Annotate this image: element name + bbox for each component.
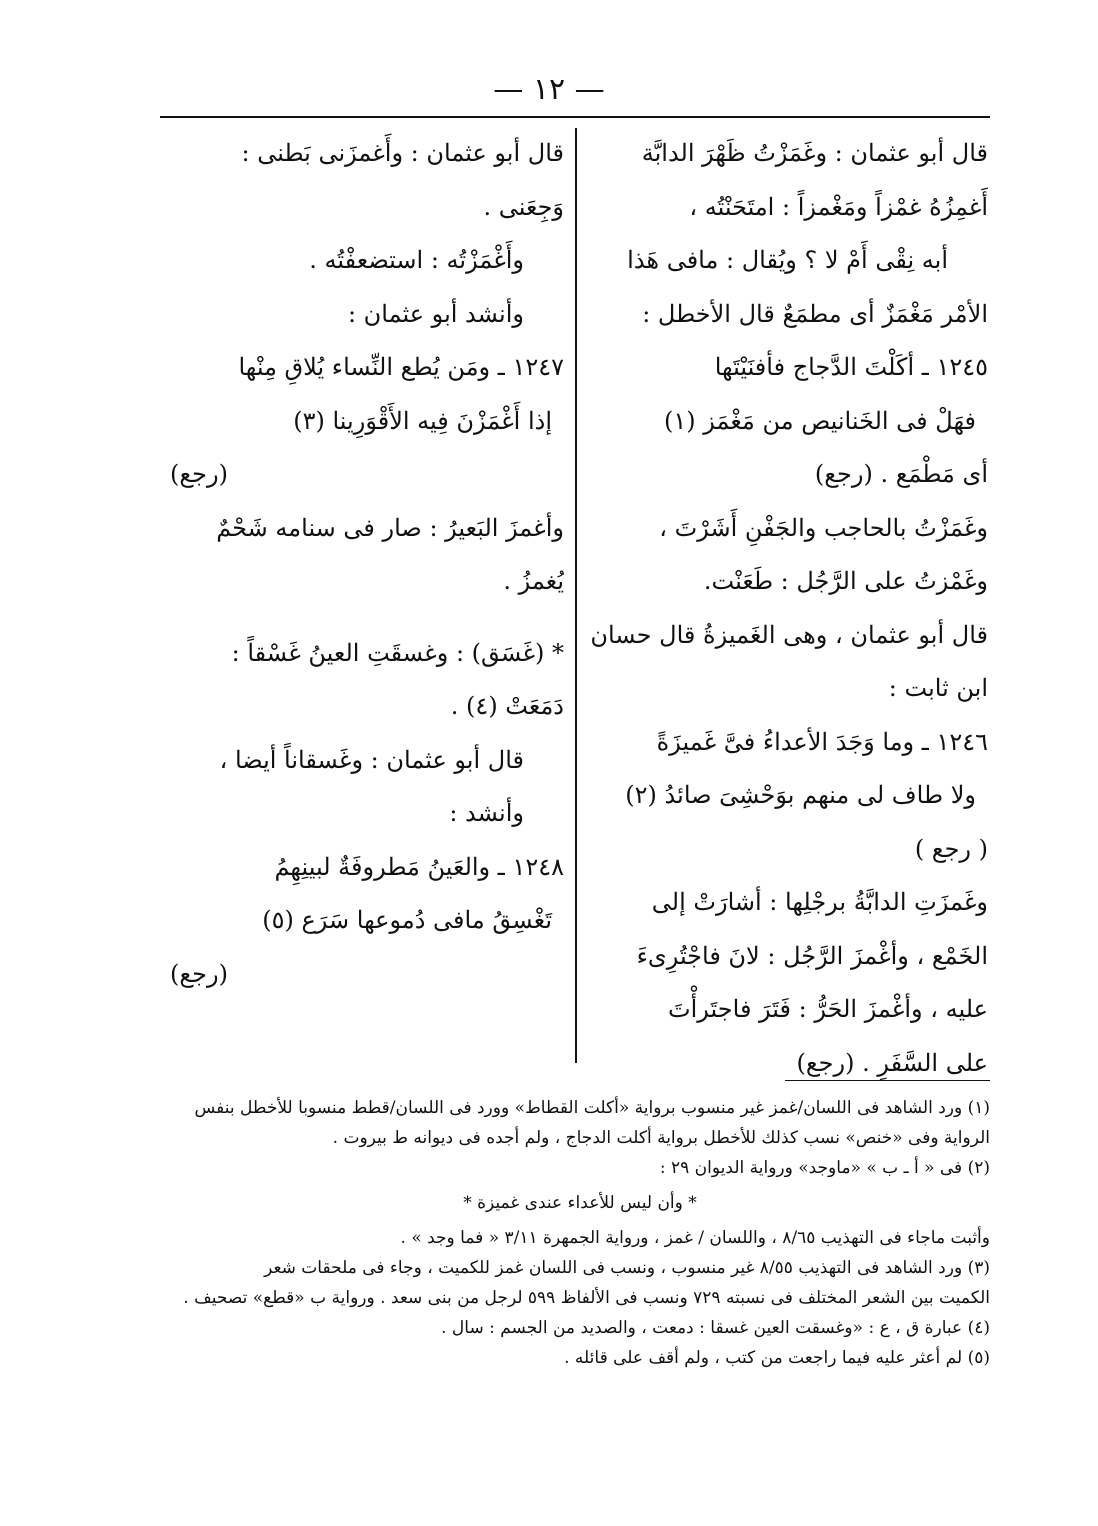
left-column xyxy=(160,127,564,1001)
text-line: وأَغْمَزْتُه : استضعفْتُه . xyxy=(309,246,524,274)
text-line: وغَمزَتِ الدابَّةُ برجْلِها : أشارَتْ إلى xyxy=(651,888,988,916)
text-line: أى مَطْمَع . (رجع) xyxy=(814,460,988,488)
footnote-line: الكميت بين الشعر المختلف فى نسبته ٧٢٩ ونسب فى الألفاظ ٥٩٩ لرجل من بنى سعد . ورواية ب «قطع» تصحيف . xyxy=(183,1288,990,1308)
footnote-line: (٤) عبارة ق ، ع : «وغسقت العين غسقا : دمعت ، والصديد من الجسم : سال . xyxy=(441,1318,990,1338)
text-line: أبه نِقْى أَمْ لا ؟ ويُقال : مافى هَذا xyxy=(627,246,948,274)
text-line: الخَمْع ، وأغْمزَ الرَّجُل : لانَ فاجْتُرِىءَ xyxy=(636,941,988,970)
text-line: قال أبو عثمان : وغَمَزْتُ ظَهْرَ الدابَّة xyxy=(641,139,988,167)
text-line: دَمَعَتْ (٤) . xyxy=(450,692,564,720)
return-marker: (رجع) xyxy=(170,959,228,988)
text-line: الأمْر مَغْمَزٌ أى مطمَعٌ قال الأخطل : xyxy=(642,299,988,328)
text-line: وغَمْزتُ على الرَّجُل : طَعَنْت. xyxy=(703,567,988,595)
verse-line: ١٢٤٥ ـ أكَلْتَ الدَّجاج فأفنَيْتَها xyxy=(714,353,988,381)
text-line: وغَمَزْتُ بالحاجب والجَفْنِ أَشَرْتَ ، xyxy=(659,513,988,542)
footnote-line: (١) ورد الشاهد فى اللسان/غمز غير منسوب برواية «أكلت القطاط» وورد فى اللسان/قطط منسوبا للأخطل بنفس xyxy=(194,1098,990,1118)
text-line: وَجِعَنى . xyxy=(483,192,564,221)
text-line: وأغمزَ البَعيرُ : صار فى سنامه شَحْمٌ xyxy=(216,513,564,542)
footnote-line: (٣) ورد الشاهد فى التهذيب ٨/٥٥ غير منسوب ، ونسب فى اللسان غمز للكميت ، وجاء فى ملحقات شعر xyxy=(264,1258,990,1278)
verse-line: فهَلْ فى الخَنانيص من مَغْمَز (١) xyxy=(664,406,976,435)
footnote-verse: * وأن ليس للأعداء عندى غميزة * xyxy=(463,1193,697,1213)
header-rule xyxy=(160,116,990,118)
text-line: أَغمِزُهُ غمْزاً ومَغْمزاً : امتَحَنْتُه ، xyxy=(689,192,988,221)
text-line: قال أبو عثمان : وغَسقاناً أيضا ، xyxy=(219,745,524,774)
verse-line: ١٢٤٨ ـ والعَينُ مَطروفَةٌ لبينِهِمُ xyxy=(274,852,564,881)
text-line: عليه ، وأغْمزَ الحَرُّ : فَتَرَ فاجتَرأْتَ xyxy=(668,995,988,1023)
footnote-line: (٥) لم أعثر عليه فيما راجعت من كتب ، ولم أقف على قائله . xyxy=(564,1348,990,1368)
footnote-line: الرواية وفى «خنص» نسب كذلك للأخطل برواية أكلت الدجاج ، ولم أجده فى ديوانه ط بيروت . xyxy=(332,1128,990,1148)
footnote-line: (٢) فى « أ ـ ب » «ماوجد» ورواية الديوان ٢٩ : xyxy=(659,1158,990,1178)
verse-line: ١٢٤٦ ـ وما وَجَدَ الأعداءُ فىَّ غَميزَةً xyxy=(656,727,988,756)
text-line: على السَّفَرِ . (رجع) xyxy=(796,1048,988,1077)
verse-line: ولا طاف لى منهم بوَحْشِىَ صائدُ (٢) xyxy=(625,781,976,809)
right-column xyxy=(588,127,988,1090)
text-line: يُغمزُ . xyxy=(503,567,564,595)
footnotes xyxy=(170,1093,990,1373)
text-line: ابن ثابت : xyxy=(888,674,988,702)
return-marker: (رجع) xyxy=(170,460,228,488)
footnote-rule xyxy=(785,1080,990,1081)
text-line: وأنشد أبو عثمان : xyxy=(347,299,524,328)
verse-line: ١٢٤٧ ـ ومَن يُطع النِّساء يُلاقِ مِنْها xyxy=(238,353,564,381)
verse-line: إذا أَغْمَزْنَ فِيه الأَقْوَرِينا (٣) xyxy=(293,406,552,435)
spacer xyxy=(160,609,564,627)
return-marker: ( رجع ) xyxy=(914,834,988,863)
entry-heading: * (غَسَق) : وغسقَتِ العينُ غَسْقاً : xyxy=(231,638,564,667)
verse-line: تَغْسِقُ مافى دُموعها سَرَع (٥) xyxy=(262,906,552,934)
text-line: قال أبو عثمان : وأَغمزَنى بَطنى : xyxy=(241,139,564,167)
text-line: قال أبو عثمان ، وهى الغَميزةُ قال حسان xyxy=(590,620,988,649)
footnote-line: وأثبت ماجاء فى التهذيب ٨/٦٥ ، واللسان / غمز ، ورواية الجمهرة ٣/١١ « فما وجد » . xyxy=(400,1228,990,1248)
text-line: وأنشد : xyxy=(449,799,524,827)
page-number: — ١٢ — xyxy=(493,72,605,107)
column-divider xyxy=(575,128,577,1063)
